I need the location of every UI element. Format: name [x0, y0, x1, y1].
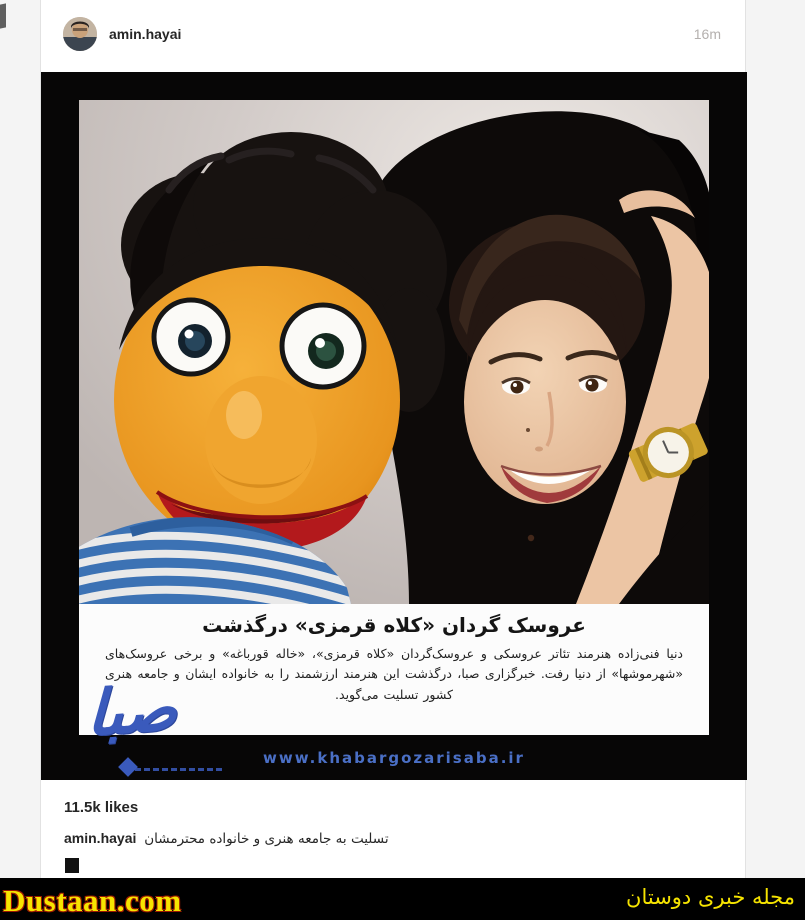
instagram-post-card: [40, 0, 746, 878]
site-footer-bar: [0, 878, 805, 920]
watermark-band: [41, 735, 747, 780]
post-username[interactable]: amin.hayai: [109, 26, 182, 42]
caption-black-square-glyph: [65, 858, 79, 873]
caption-text: تسلیت به جامعه هنری و خانواده محترمشان: [144, 831, 389, 847]
puppet-and-woman-photo: [79, 100, 709, 604]
caption-username[interactable]: amin.hayai: [64, 830, 137, 846]
post-timestamp: 16m: [693, 26, 721, 42]
post-header: [41, 0, 745, 72]
news-photo-illustration: [79, 100, 709, 604]
avatar-portrait-icon: [63, 17, 97, 51]
post-image[interactable]: [41, 72, 747, 780]
likes-count[interactable]: 11.5k likes: [64, 799, 139, 816]
watermark-url: www.khabargozarisaba.ir: [263, 748, 525, 767]
saba-logo-text: صبا: [85, 670, 179, 751]
site-name-persian: مجله خبری دوستان: [626, 885, 795, 909]
news-body-text: دنیا فنی‌زاده هنرمند تئاتر عروسکی و عروسک‌گردان «کلاه قرمزی»، «خاله قورباغه» و برخی عروسک‌های «شهرموشها» از دنیا رفت. خبرگزاری صبا، درگذشت این هنرمند ارزشمند را به خانواده ایشان و جامعه هنری کشور تسلیت می‌گوید.: [105, 646, 683, 702]
post-caption: [64, 830, 389, 847]
screen-edge-artifact: [0, 3, 6, 28]
avatar[interactable]: [63, 17, 97, 51]
news-headline: عروسک گردان «کلاه قرمزی» درگذشت: [202, 613, 586, 637]
site-name-english: Dustaan.com: [3, 883, 182, 918]
news-text-panel: [79, 604, 709, 735]
